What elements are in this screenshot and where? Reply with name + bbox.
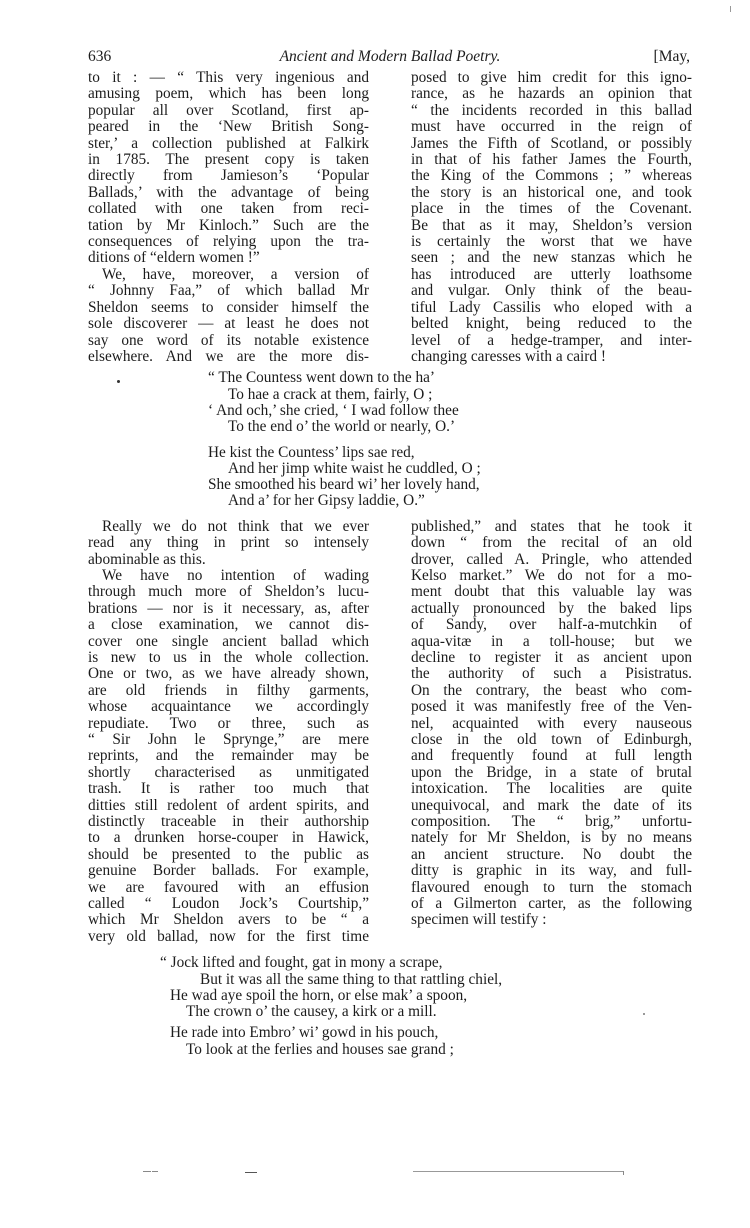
verse-line: “ Jock lifted and fought, gat in mony a scrape,	[160, 954, 443, 972]
text-line: composition. The “ brig,” unfortu-	[411, 813, 692, 830]
text-line: elsewhere. And we are the more dis-	[88, 347, 369, 365]
text-line: has introduced are utterly loathsome	[411, 265, 692, 283]
verse-line: He kist the Countess’ lips sae red,	[208, 443, 415, 461]
text-line: whose acquaintance we accordingly	[88, 698, 369, 716]
text-line: “ Johnny Faa,” of which ballad Mr	[88, 282, 369, 300]
text-line: popular all over Scotland, first ap-	[88, 101, 369, 119]
text-line: ditty is graphic in its way, and full-	[411, 862, 692, 880]
text-line: and frequently found at full length	[411, 747, 692, 765]
text-line: ditions of “eldern women !”	[88, 249, 260, 267]
scan-mark	[245, 1172, 257, 1173]
top-right-column	[411, 70, 692, 365]
text-line: upon the Bridge, in a state of brutal	[411, 763, 692, 781]
text-line: is new to us in the whole collection.	[88, 648, 369, 666]
scan-mark	[413, 1171, 623, 1172]
text-line: “ the incidents recorded in this ballad	[411, 101, 692, 119]
scan-mark	[152, 1171, 158, 1172]
print-speck	[117, 380, 120, 383]
text-line: amusing poem, which has been long	[88, 85, 369, 103]
print-speck	[730, 6, 731, 12]
text-line: very old ballad, now for the first time	[88, 927, 369, 945]
verse-line: But it was all the same thing to that rattling chiel,	[200, 970, 503, 988]
text-line: James the Fifth of Scotland, or possibly	[411, 134, 692, 152]
text-line: nel, acquainted with every nauseous	[411, 714, 692, 732]
text-line: distinctly traceable in their authorship	[88, 813, 369, 830]
text-line: Be that as it may, Sheldon’s version	[411, 216, 692, 234]
text-line: cover one single ancient ballad which	[88, 632, 369, 650]
text-line: reprints, and the remainder may be	[88, 747, 369, 765]
text-line: tation by Mr Kinloch.” Such are the	[88, 216, 369, 234]
text-line: nately for Mr Sheldon, is by no means	[411, 829, 692, 847]
text-line: of Sandy, over half-a-mutchkin of	[411, 616, 692, 634]
text-line: belted knight, being reduced to the	[411, 315, 692, 333]
bottom-columns	[88, 519, 692, 946]
text-line: Really we do not think that we ever	[102, 517, 369, 535]
text-line: an ancient structure. No doubt the	[411, 845, 692, 863]
verse-line: To the end o’ the world or nearly, O.’	[228, 418, 456, 436]
running-title: Ancient and Modern Ballad Poetry.	[279, 48, 501, 65]
text-line: ment doubt that this valuable lay was	[411, 583, 692, 601]
text-line: place in the times of the Covenant.	[411, 200, 692, 218]
scan-mark	[623, 1171, 624, 1175]
document-page	[88, 44, 692, 1058]
verse-line: And a’ for her Gipsy laddie, O.”	[228, 492, 425, 510]
text-line: ster,’ a collection published at Falkirk	[88, 134, 369, 152]
text-line: say one word of its notable existence	[88, 331, 369, 349]
text-line: “ Sir John le Sprynge,” are mere	[88, 730, 369, 748]
text-line: consequences of relying upon the tra-	[88, 233, 369, 251]
scan-artifacts-footer	[0, 1171, 750, 1177]
text-line: unequivocal, and mark the date of its	[411, 796, 692, 814]
text-line: decline to register it as ancient upon	[411, 648, 692, 666]
verse-line: He rade into Embro’ wi’ gowd in his pouch,	[170, 1024, 439, 1042]
verse-quotation-loudon-jock	[160, 955, 692, 1058]
text-line: published,” and states that he took it	[411, 517, 692, 535]
text-line: trash. It is rather too much that	[88, 780, 369, 798]
bottom-left-column	[88, 519, 369, 946]
verse-line: She smoothed his beard wi’ her lovely hand,	[208, 476, 480, 494]
text-line: a close examination, we cannot dis-	[88, 616, 369, 634]
text-line: On the contrary, the beast who com-	[411, 681, 692, 699]
text-line: and vulgar. Only think of the beau-	[411, 282, 692, 300]
text-line: shortly characterised as unmitigated	[88, 763, 369, 781]
text-line: flavoured enough to turn the stomach	[411, 878, 692, 896]
verse-line: To hae a crack at them, fairly, O ;	[228, 385, 433, 403]
page-number: 636	[88, 48, 112, 65]
running-header	[88, 44, 692, 70]
text-line: sole discoverer — at least he does not	[88, 315, 369, 333]
text-line: the story is an historical one, and took	[411, 183, 692, 201]
text-line: We have no intention of wading	[102, 566, 369, 584]
text-line: read any thing in print so intensely	[88, 534, 369, 552]
running-month: [May,	[653, 48, 690, 65]
verse-line: He wad aye spoil the horn, or else mak’ a spoon,	[170, 986, 468, 1004]
text-line: Sheldon seems to consider himself the	[88, 298, 369, 316]
text-line: Kelso market.” We do not for a mo-	[411, 566, 692, 584]
verse-line: To look at the ferlies and houses sae grand ;	[186, 1040, 454, 1058]
text-line: repudiate. Two or three, such as	[88, 714, 369, 732]
text-line: is certainly the worst that we have	[411, 233, 692, 251]
text-line: peared in the ‘New British Song-	[88, 118, 369, 136]
text-line: down “ from the recital of an old	[411, 534, 692, 552]
verse-line: And her jimp white waist he cuddled, O ;	[228, 459, 481, 477]
text-line: to a drunken horse-couper in Hawick,	[88, 829, 369, 847]
text-line: to it : — “ This very ingenious and	[88, 69, 369, 86]
text-line: through much more of Sheldon’s lucu-	[88, 583, 369, 601]
verse-line: ‘ And och,’ she cried, ‘ I wad follow thee	[208, 401, 459, 419]
text-line: must have occurred in the reign of	[411, 118, 692, 136]
text-line: We, have, moreover, a version of	[102, 265, 369, 283]
text-line: rance, as he hazards an opinion that	[411, 85, 692, 103]
text-line: level of a hedge-tramper, and inter-	[411, 331, 692, 349]
text-line: called “ Loudon Jock’s Courtship,”	[88, 895, 369, 913]
text-line: the authority of such a Pisistratus.	[411, 665, 692, 683]
text-line: intoxication. The localities are quite	[411, 780, 692, 798]
bottom-right-column	[411, 519, 692, 946]
text-line: specimen will testify :	[411, 911, 547, 929]
scan-mark	[143, 1171, 151, 1172]
text-line: genuine Border ballads. For example,	[88, 862, 369, 880]
text-line: Ballads,’ with the advantage of being	[88, 183, 369, 201]
verse-line: “ The Countess went down to the ha’	[208, 369, 436, 387]
text-line: aqua-vitæ in a toll-house; but we	[411, 632, 692, 650]
text-line: posed it was manifestly free of the Ven-	[411, 698, 692, 716]
text-line: abominable as this.	[88, 550, 206, 568]
text-line: collated with one taken from reci-	[88, 200, 369, 218]
text-line: ditties still redolent of ardent spirits, and	[88, 796, 369, 814]
text-line: tiful Lady Cassilis who eloped with a	[411, 298, 692, 316]
top-left-column	[88, 70, 369, 365]
text-line: directly from Jamieson’s ‘Popular	[88, 167, 369, 185]
text-line: drover, called A. Pringle, who attended	[411, 550, 692, 568]
text-line: which Mr Sheldon avers to be “ a	[88, 911, 369, 929]
text-line: One or two, as we have already shown,	[88, 665, 369, 683]
text-line: the King of the Commons ; ” whereas	[411, 167, 692, 185]
text-line: are old friends in filthy garments,	[88, 681, 369, 699]
text-line: we are favoured with an effusion	[88, 878, 369, 896]
text-line: brations — nor is it necessary, as, after	[88, 599, 369, 617]
print-speck	[643, 1013, 645, 1015]
text-line: actually pronounced by the baked lips	[411, 599, 692, 617]
text-line: in that of his father James the Fourth,	[411, 151, 692, 169]
text-line: close in the old town of Edinburgh,	[411, 730, 692, 748]
text-line: of a Gilmerton carter, as the following	[411, 895, 692, 913]
top-columns	[88, 70, 692, 365]
text-line: in 1785. The present copy is taken	[88, 151, 369, 169]
text-line: should be presented to the public as	[88, 845, 369, 863]
text-line: changing caresses with a caird !	[411, 347, 606, 365]
verse-line: The crown o’ the causey, a kirk or a mill.	[186, 1003, 437, 1021]
text-line: posed to give him credit for this igno-	[411, 69, 692, 86]
text-line: seen ; and the new stanzas which he	[411, 249, 692, 267]
verse-quotation-johnny-faa	[208, 370, 692, 509]
